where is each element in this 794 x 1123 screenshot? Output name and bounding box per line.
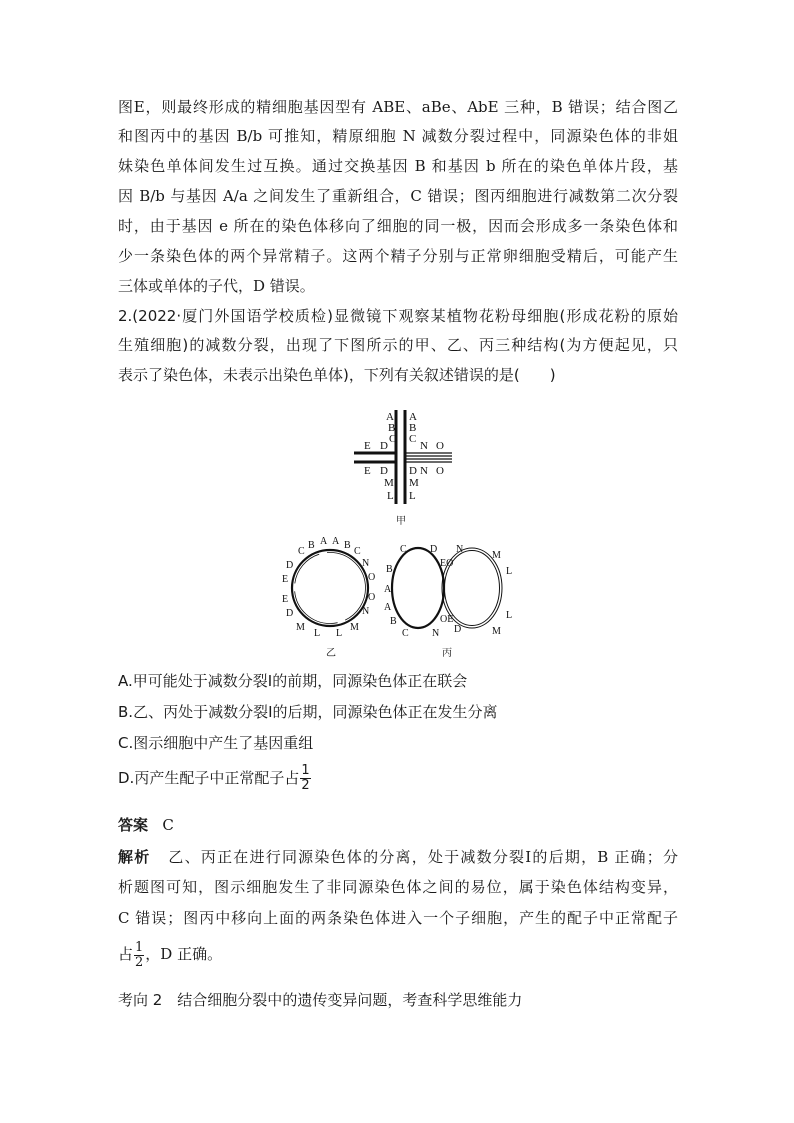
yi-gene-13: L — [314, 628, 321, 639]
jia-gene-bl-m: M — [384, 477, 394, 489]
yi-gene-4: A — [332, 536, 340, 547]
intro-line-2: 和图丙中的基因 B/b 可推知，精原细胞 N 减数分裂过程中，同源染色体的非姐 — [118, 127, 678, 145]
option-b — [118, 698, 498, 727]
intro-line-3: 妹染色单体间发生过互换。通过交换基因 B 和基因 b 所在的染色单体片段，基 — [118, 157, 678, 175]
jia-gene-rb-o: O — [436, 465, 444, 477]
analysis-text-1: 乙、丙正在进行同源染色体的分离，处于减数分裂Ⅰ的后期，B 正确；分 — [168, 848, 678, 866]
bing-gene-6: B — [390, 616, 397, 627]
bing-label: 丙 — [442, 648, 452, 659]
bing-gene-8: EO — [440, 558, 454, 569]
option-d-frac-den: 2 — [301, 778, 310, 793]
section-heading: 考向 2 结合细胞分裂中的遗传变异问题，考查科学思维能力 — [118, 991, 523, 1009]
jia-gene-rt-o: O — [436, 440, 444, 452]
bing-gene-5: A — [384, 602, 392, 613]
analysis-fraction — [134, 941, 144, 970]
analysis-line-4 — [118, 940, 222, 970]
analysis-last-suffix: ，D 正确。 — [145, 945, 223, 963]
yi-gene-1: C — [298, 546, 305, 557]
yi-gene-6: C — [354, 546, 361, 557]
question-line-1: 2.(2022·厦门外国语学校质检)显微镜下观察某植物花粉母细胞(形成花粉的原始 — [118, 307, 678, 325]
yi-gene-2: B — [308, 540, 315, 551]
bing-gene-4: A — [384, 584, 392, 595]
yi-gene-8: O — [368, 572, 376, 583]
bing-gene-15: OE — [440, 614, 454, 625]
bing-gene-13: M — [492, 626, 501, 637]
jia-gene-tr-c: C — [409, 433, 417, 445]
bing-gene-9: N — [456, 544, 464, 555]
figure-yi-bing-diagram — [270, 532, 530, 662]
option-c-text: 图示细胞中产生了基因重组 — [133, 734, 314, 752]
intro-line-1: 图E，则最终形成的精细胞基因型有 ABE、aBe、AbE 三种，B 错误；结合图乙 — [118, 98, 678, 116]
analysis-frac-den: 2 — [135, 954, 144, 970]
option-b-text: 乙、丙处于减数分裂Ⅰ的后期，同源染色体正在发生分离 — [133, 703, 498, 721]
jia-gene-tr-a: A — [409, 411, 417, 423]
jia-gene-tr-b: B — [409, 422, 417, 434]
bing-gene-7: C — [402, 628, 409, 639]
yi-gene-14: M — [296, 622, 305, 633]
analysis-frac-num: 1 — [135, 939, 144, 955]
bing-gene-11: L — [506, 566, 513, 577]
option-d-text: 丙产生配子中正常配子占 — [134, 769, 300, 787]
jia-gene-tl-b: B — [388, 422, 396, 434]
yi-gene-16: E — [282, 594, 289, 605]
yi-gene-10: N — [362, 606, 370, 617]
intro-line-5: 时，由于基因 e 所在的染色体移向了细胞的同一极，因而会形成多一条染色体和 — [118, 217, 678, 235]
figure-jia-diagram — [350, 408, 460, 528]
analysis-line-2: 析题图可知，图示细胞发生了非同源染色体之间的易位，属于染色体结构变异， — [118, 878, 678, 896]
question-line-3: 表示了染色体，未表示出染色单体)，下列有关叙述错误的是( ) — [118, 366, 556, 384]
jia-gene-lb-e: E — [364, 465, 371, 477]
yi-gene-12: L — [336, 628, 343, 639]
jia-gene-bl-l: L — [387, 490, 394, 502]
bing-gene-10: M — [492, 550, 501, 561]
yi-gene-3: A — [320, 536, 328, 547]
jia-gene-br-l: L — [409, 490, 416, 502]
bing-gene-1: C — [400, 544, 407, 555]
yi-gene-17: E — [282, 574, 289, 585]
option-c — [118, 729, 313, 758]
analysis-label: 解析 — [118, 848, 151, 866]
jia-gene-rb-n: N — [420, 465, 428, 477]
option-d-frac-num: 1 — [301, 763, 310, 778]
jia-gene-br-m: M — [409, 477, 419, 489]
jia-label: 甲 — [396, 516, 406, 527]
jia-gene-lb-d: D — [380, 465, 388, 477]
bing-gene-2: D — [430, 544, 438, 555]
intro-line-4: 因 B/b 与基因 A/a 之间发生了重新组合，C 错误；图丙细胞进行减数第二次分裂 — [118, 187, 678, 205]
bing-gene-16: N — [432, 628, 440, 639]
jia-gene-tl-a: A — [386, 411, 394, 423]
option-a — [118, 667, 467, 696]
bing-gene-3: B — [386, 564, 393, 575]
jia-gene-tl-c: C — [389, 433, 397, 445]
yi-gene-18: D — [286, 560, 294, 571]
analysis-line-3: C 错误；图丙中移向上面的两条染色体进入一个子细胞，产生的配子中正常配子 — [118, 909, 678, 927]
answer-line — [118, 811, 174, 840]
intro-line-6: 少一条染色体的两个异常精子。这两个精子分别与正常卵细胞受精后，可能产生 — [118, 247, 678, 265]
question-line-2: 生殖细胞)的减数分裂，出现了下图所示的甲、乙、丙三种结构(为方便起见，只 — [118, 336, 678, 354]
option-a-label: A. — [118, 672, 133, 690]
analysis-line-1 — [118, 843, 678, 872]
yi-gene-11: M — [350, 622, 359, 633]
option-a-text: 甲可能处于减数分裂Ⅰ的前期，同源染色体正在联会 — [132, 672, 468, 690]
answer-label: 答案 — [118, 816, 149, 834]
intro-line-7: 三体或单体的子代，D 错误。 — [118, 277, 315, 295]
option-d-fraction — [300, 764, 310, 793]
jia-gene-rt-n: N — [420, 440, 428, 452]
yi-gene-15: D — [286, 608, 294, 619]
analysis-last-prefix: 占 — [118, 945, 134, 963]
option-c-label: C. — [118, 734, 134, 752]
jia-gene-lt-d: D — [380, 440, 388, 452]
yi-gene-5: B — [344, 540, 351, 551]
bing-gene-12: L — [506, 610, 513, 621]
option-d — [118, 764, 312, 793]
option-b-label: B. — [118, 703, 134, 721]
bing-gene-14: D — [454, 624, 462, 635]
yi-gene-7: N — [362, 558, 370, 569]
jia-gene-lt-e: E — [364, 440, 371, 452]
jia-gene-br-d: D — [409, 465, 417, 477]
yi-gene-9: O — [368, 592, 376, 603]
yi-label: 乙 — [326, 648, 336, 659]
answer-value: C — [162, 816, 174, 834]
option-d-label: D. — [118, 769, 135, 787]
